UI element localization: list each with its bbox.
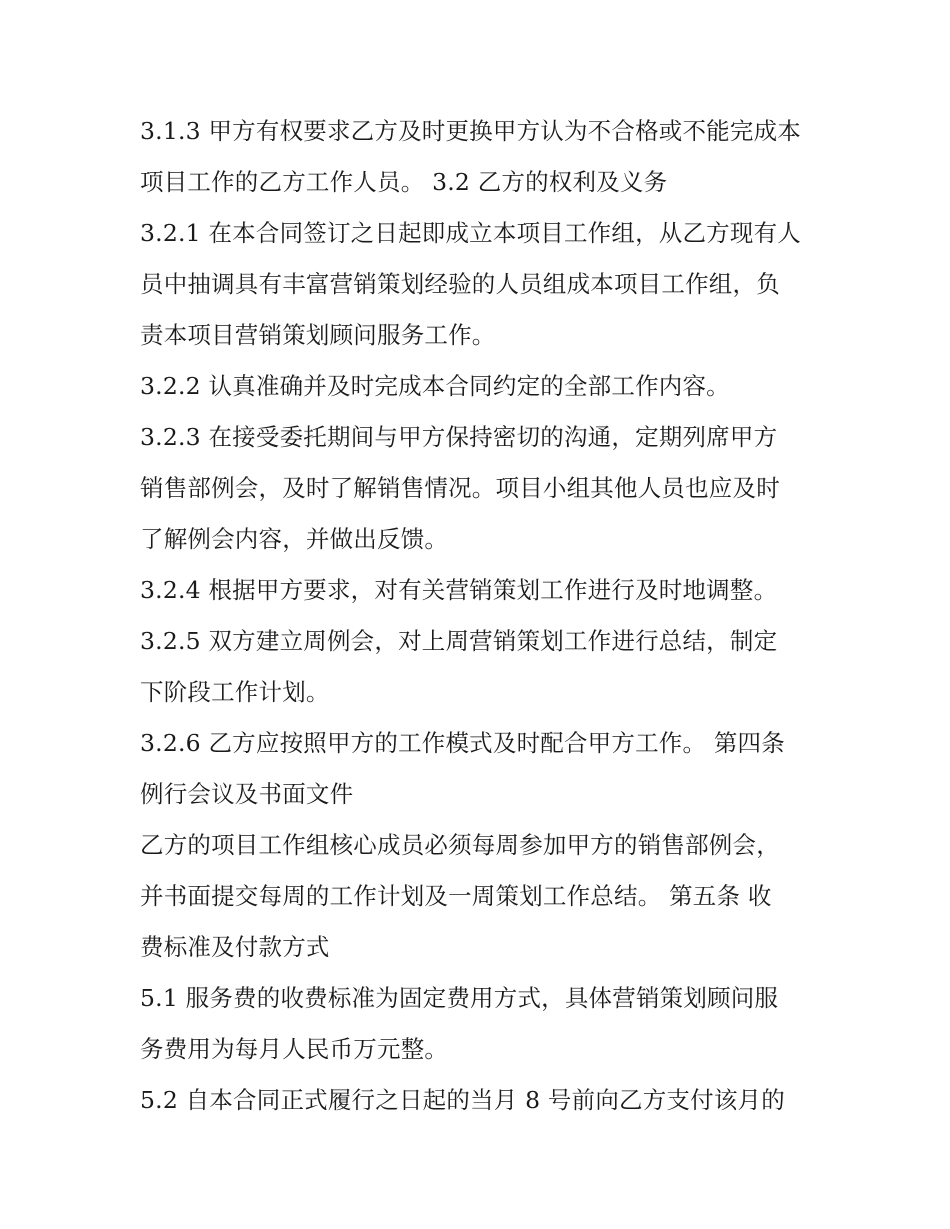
text-line-9: 了解例会内容，并做出反馈。 (140, 525, 449, 553)
text-line-6: 3.2.2 认真准确并及时完成本合同约定的全部工作内容。 (140, 372, 730, 400)
text-line-17: 费标准及付款方式 (140, 933, 330, 961)
text-line-3: 3.2.1 在本合同签订之日起即成立本项目工作组，从乙方现有人 (140, 219, 801, 247)
text-line-10: 3.2.4 根据甲方要求，对有关营销策划工作进行及时地调整。 (140, 576, 778, 604)
text-line-8: 销售部例会，及时了解销售情况。项目小组其他人员也应及时 (140, 474, 780, 502)
text-line-15: 乙方的项目工作组核心成员必须每周参加甲方的销售部例会， (140, 831, 780, 859)
text-line-2: 项目工作的乙方工作人员。 3.2 乙方的权利及义务 (140, 168, 668, 196)
text-line-4: 员中抽调具有丰富营销策划经验的人员组成本项目工作组，负 (140, 270, 780, 298)
text-line-20: 5.2 自本合同正式履行之日起的当月 8 号前向乙方支付该月的 (140, 1086, 785, 1114)
text-line-5: 责本项目营销策划顾问服务工作。 (140, 321, 496, 349)
text-line-13: 3.2.6 乙方应按照甲方的工作模式及时配合甲方工作。 第四条 (140, 729, 785, 757)
text-line-19: 务费用为每月人民币万元整。 (140, 1035, 449, 1063)
text-line-1: 3.1.3 甲方有权要求乙方及时更换甲方认为不合格或不能完成本 (140, 117, 801, 145)
text-line-11: 3.2.5 双方建立周例会，对上周营销策划工作进行总结，制定 (140, 627, 778, 655)
text-line-14: 例行会议及书面文件 (140, 780, 354, 808)
text-line-16: 并书面提交每周的工作计划及一周策划工作总结。 第五条 收 (140, 882, 772, 910)
text-line-7: 3.2.3 在接受委托期间与甲方保持密切的沟通，定期列席甲方 (140, 423, 778, 451)
text-line-12: 下阶段工作计划。 (140, 678, 330, 706)
document-body (140, 106, 820, 1126)
text-line-18: 5.1 服务费的收费标准为固定费用方式，具体营销策划顾问服 (140, 984, 779, 1012)
